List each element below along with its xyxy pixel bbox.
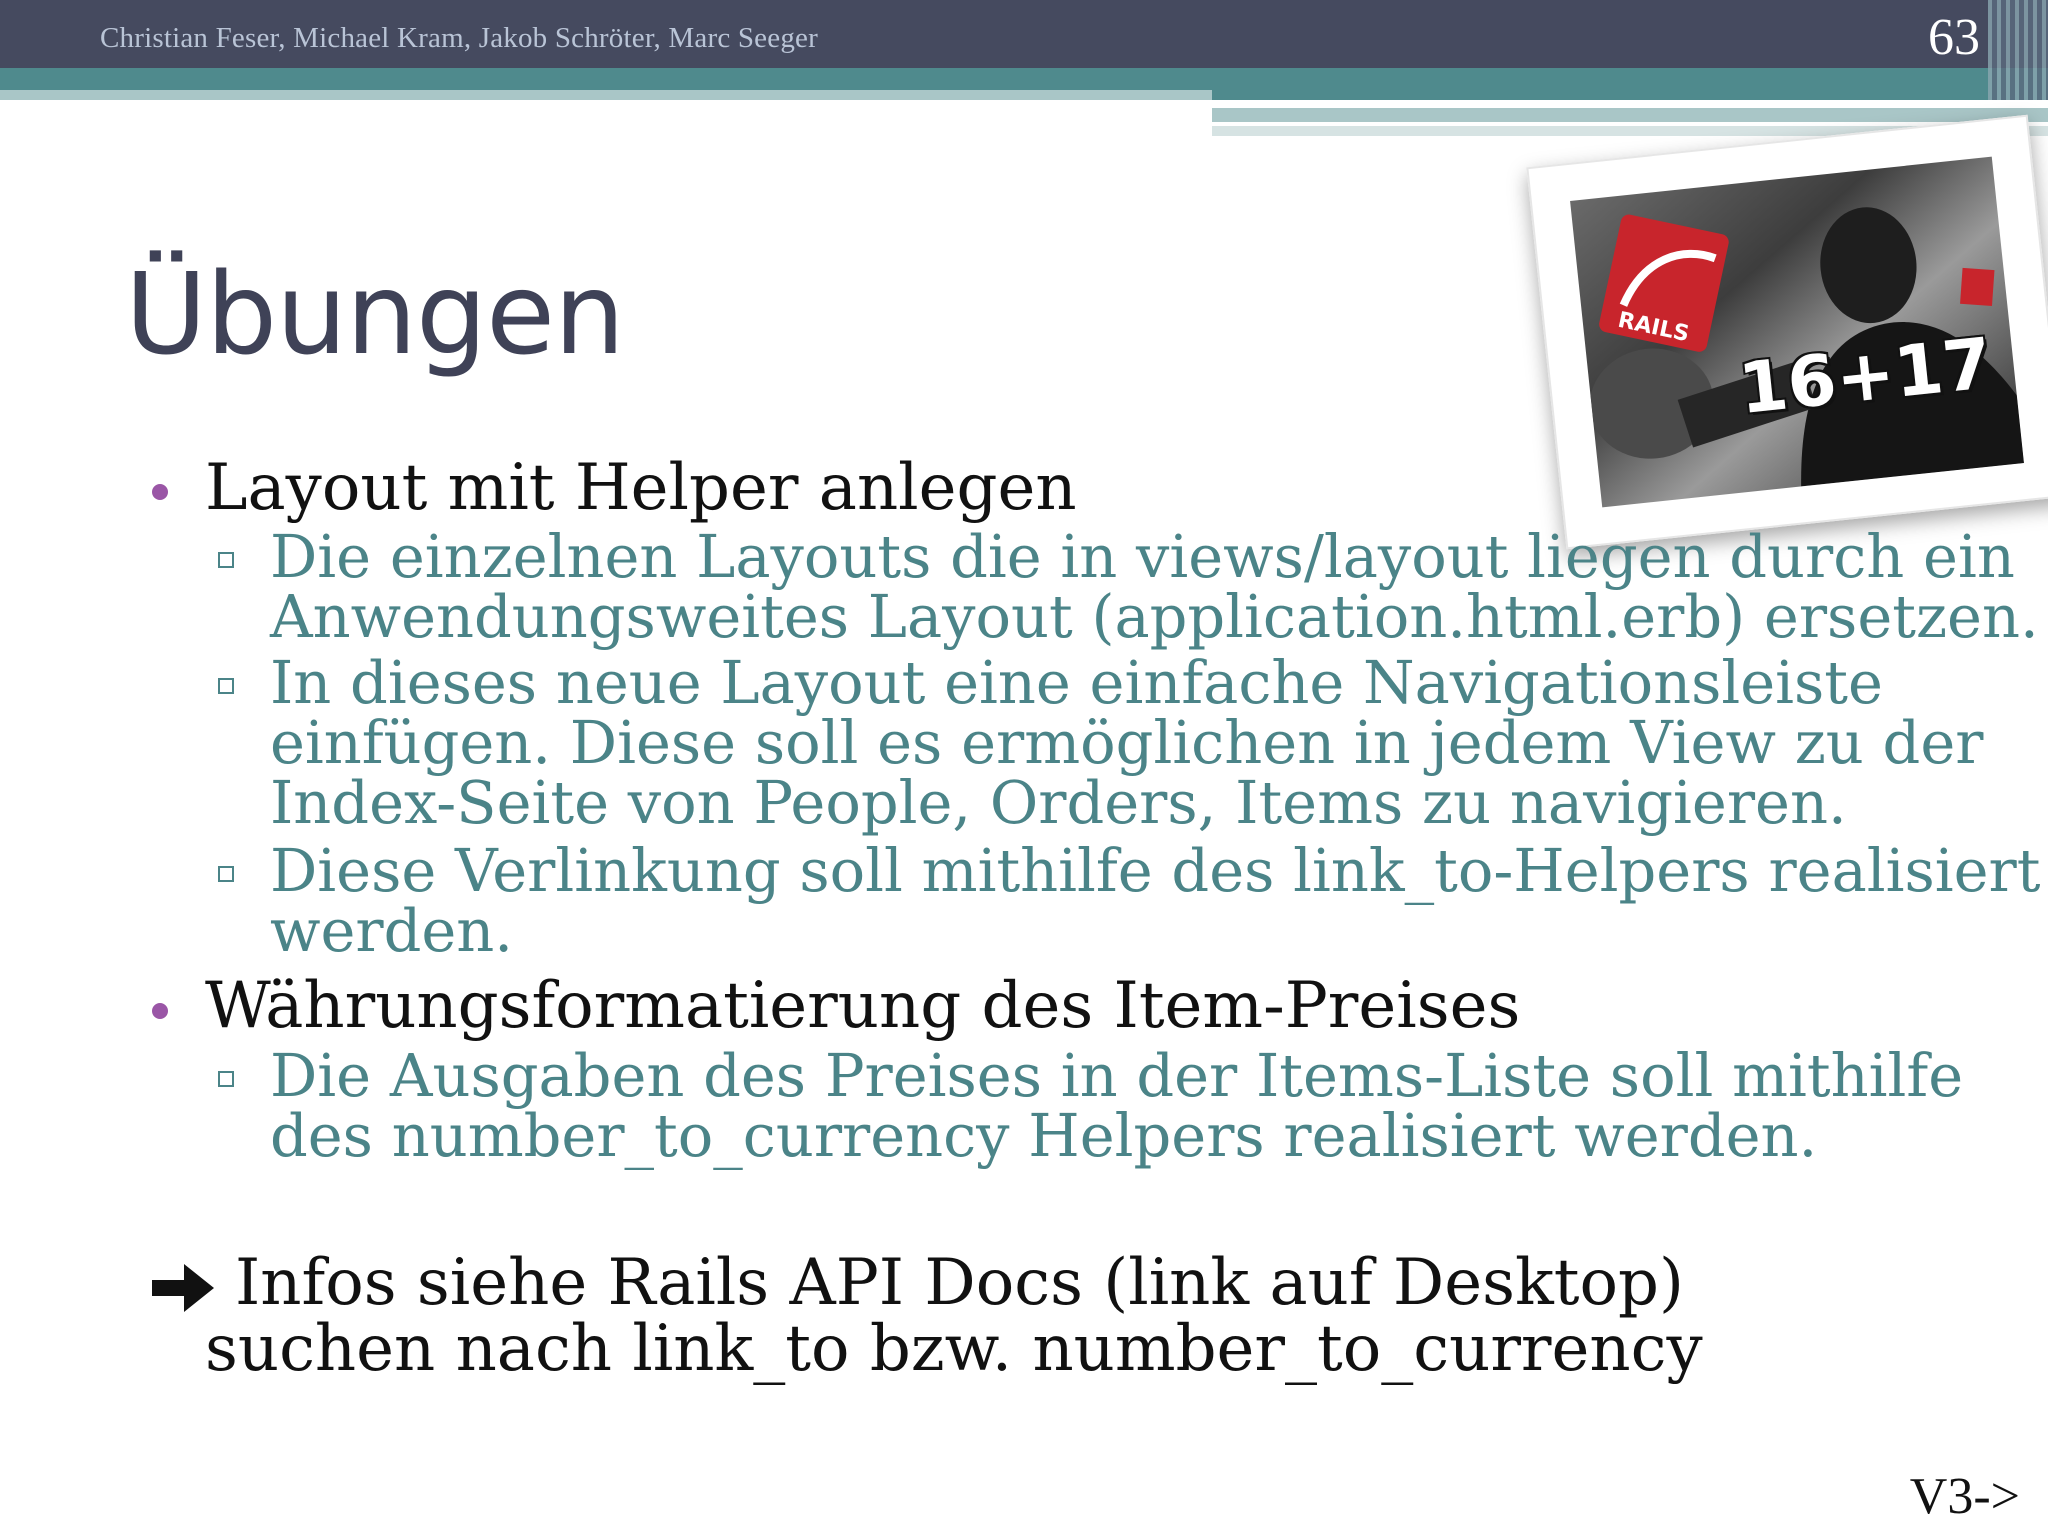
version-label: V3->	[1909, 1468, 2020, 1525]
photo-image	[1570, 157, 2024, 508]
slide-title: Übungen	[125, 250, 625, 380]
sub-bullet-line: werden.	[270, 896, 514, 965]
bullet-heading: Layout mit Helper anlegen	[205, 451, 1077, 525]
bullet-dot	[152, 484, 168, 500]
photo-caption: 16+17	[1734, 322, 1996, 431]
header-accent-bar-right-light	[1212, 108, 2048, 122]
bullet-dot	[152, 1003, 168, 1019]
sub-bullet-square	[218, 866, 234, 882]
bullet-heading: Währungsformatierung des Item-Preises	[205, 969, 1521, 1043]
sub-bullet-line: des number_to_currency Helpers realisiert werden.	[270, 1101, 1818, 1170]
rails-logo-text: RAILS	[1615, 307, 1692, 348]
photo-frame	[1526, 115, 2048, 550]
sub-bullet-square	[218, 552, 234, 568]
sub-bullet-square	[218, 1071, 234, 1087]
sub-bullet-line: Die Ausgaben des Preises in der Items-Liste soll mithilfe	[270, 1041, 1964, 1110]
sub-bullet-line: Anwendungsweites Layout (application.html.erb) ersetzen.	[270, 582, 2039, 651]
note-line: suchen nach link_to bzw. number_to_currency	[205, 1312, 1703, 1386]
header-accent-bar-light	[0, 90, 1212, 100]
page-number: 63	[1928, 9, 1980, 66]
sub-bullet-line: Die einzelnen Layouts die in views/layout liegen durch ein	[270, 522, 2015, 591]
sub-bullet-line: Diese Verlinkung soll mithilfe des link_to-Helpers realisiert	[270, 836, 2041, 905]
sub-bullet-line: einfügen. Diese soll es ermöglichen in jedem View zu der	[270, 708, 1984, 777]
header-accent-bar-right	[1212, 68, 2048, 100]
sub-bullet-square	[218, 678, 234, 694]
note-line: Infos siehe Rails API Docs (link auf Desktop)	[235, 1246, 1684, 1320]
sub-bullet-line: Index-Seite von People, Orders, Items zu navigieren.	[270, 768, 1847, 837]
header-accent-bar	[0, 68, 1212, 90]
authors-text: Christian Feser, Michael Kram, Jakob Schröter, Marc Seeger	[100, 22, 818, 54]
arrow-right-icon	[152, 1262, 214, 1314]
sub-bullet-line: In dieses neue Layout eine einfache Navigationsleiste	[270, 648, 1883, 717]
header-edge-decoration	[1988, 0, 2048, 100]
